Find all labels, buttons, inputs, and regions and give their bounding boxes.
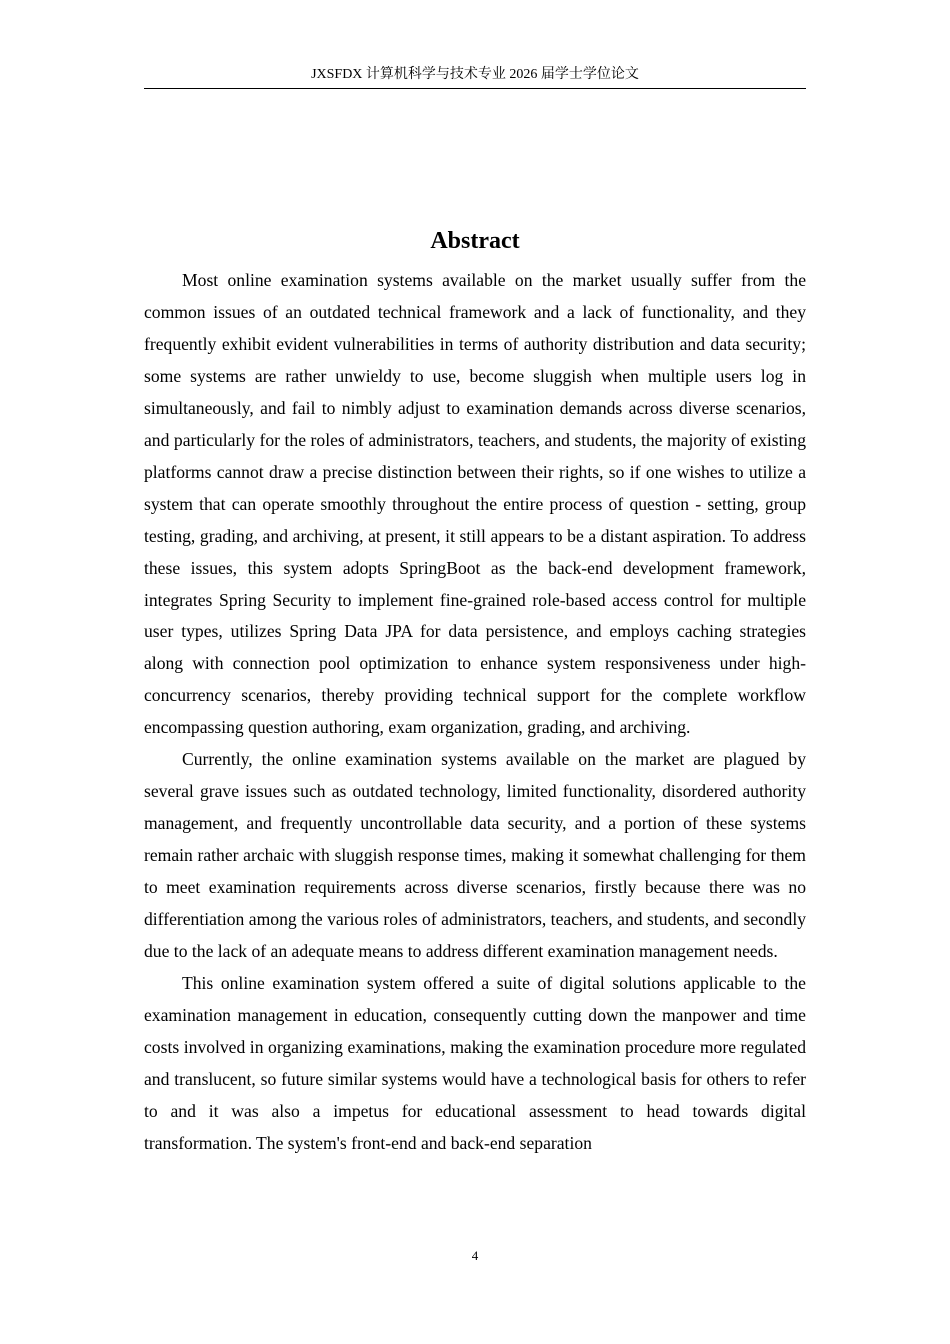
abstract-body — [144, 265, 806, 1160]
abstract-paragraph-1: Most online examination systems available on the market usually suffer from the common issues of an outdated technical framework and a lack of functionality, and they frequently exhibit evident vulnerabilities in terms of authority distribution and data security; some systems are rather unwieldy to use, become sluggish when multiple users log in simultaneously, and fail to nimbly adjust to examination demands across diverse scenarios, and particularly for the roles of administrators, teachers, and students, the majority of existing platforms cannot draw a precise distinction between their rights, so if one wishes to utilize a system that can operate smoothly throughout the entire process of question - setting, group testing, grading, and archiving, at present, it still appears to be a distant aspiration. To address these issues, this system adopts SpringBoot as the back-end development framework, integrates Spring Security to implement fine-grained role-based access control for multiple user types, utilizes Spring Data JPA for data persistence, and employs caching strategies along with connection pool optimization to enhance system responsiveness under high-concurrency scenarios, thereby providing technical support for the complete workflow encompassing question authoring, exam organization, grading, and archiving. — [144, 270, 806, 738]
abstract-paragraph-3: This online examination system offered a suite of digital solutions applicable to the examination management in education, consequently cutting down the manpower and time costs involved in organizing examinations, making the examination procedure more regulated and translucent, so future similar systems would have a technological basis for others to refer to and it was also a impetus for educational assessment to head towards digital transformation. The system's front-end and back-end separation — [144, 972, 806, 1153]
abstract-paragraph-2: Currently, the online examination systems available on the market are plagued by several grave issues such as outdated technology, limited functionality, disordered authority management, and frequently uncontrollable data security, and a portion of these systems remain rather archaic with sluggish response times, making it somewhat challenging for them to meet examination requirements across diverse scenarios, firstly because there was no differentiation among the various roles of administrators, teachers, and students, and secondly due to the lack of an adequate means to address different examination management needs. — [144, 749, 806, 962]
page-number: 4 — [471, 1248, 479, 1263]
abstract-title: Abstract — [430, 228, 520, 254]
page-header: JXSFDX 计算机科学与技术专业 2026 届学士学位论文 — [144, 66, 806, 89]
